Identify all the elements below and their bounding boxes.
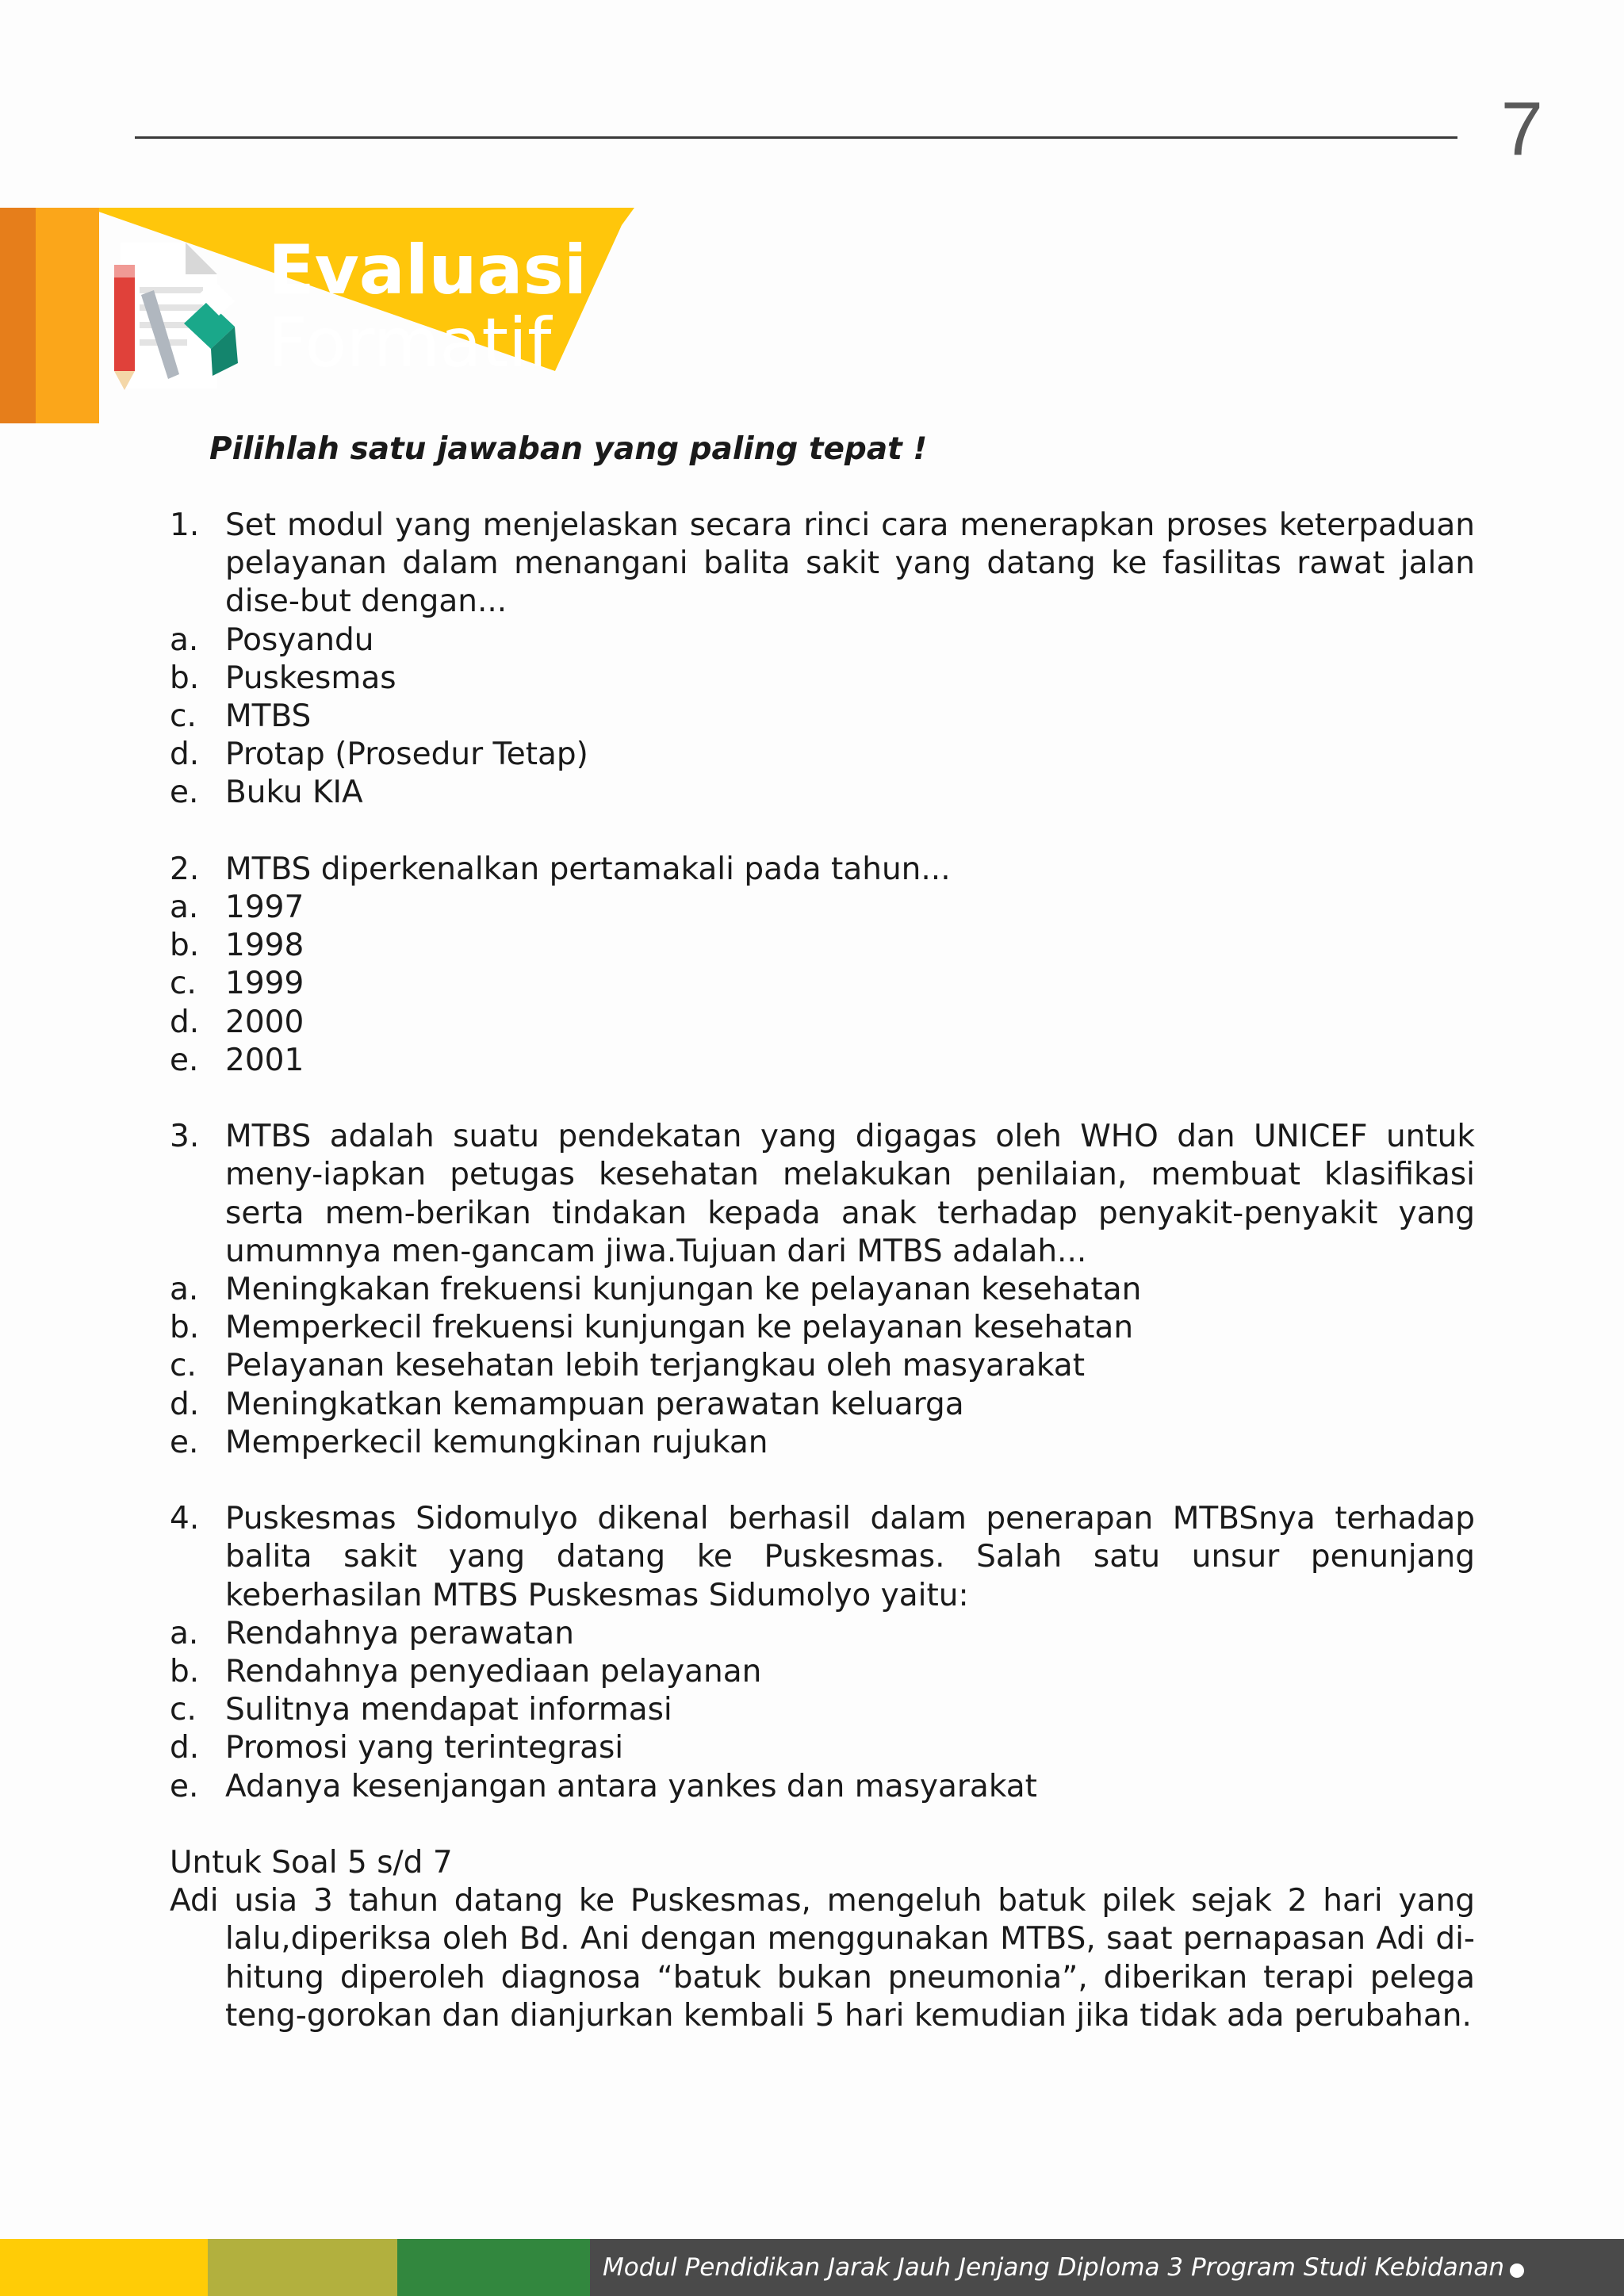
option-text: Meningkatkan kemampuan perawatan keluarga [225,1386,964,1422]
option-text: Pelayanan kesehatan lebih terjangkau oleh masyarakat [225,1348,1085,1384]
option [170,1653,1475,1691]
option-letter: c. [170,698,197,735]
question-text: MTBS adalah suatu pendekatan yang digagas oleh WHO dan UNICEF untuk meny-iapkan petugas kesehatan melakukan penilaian, membuat klasifikasi serta mem-berikan tindakan kepada anak terhadap penyakit-penyakit yang umumnya men-gancam jiwa.Tujuan dari MTBS adalah... [225,1119,1475,1269]
option-text: Memperkecil frekuensi kunjungan ke pelayanan kesehatan [225,1310,1134,1346]
option-text: 2001 [225,1042,304,1078]
option [170,1309,1475,1347]
option-letter: d. [170,737,200,773]
option-text: MTBS [225,698,312,735]
option-text: 1997 [225,890,304,926]
option-letter: e. [170,1768,199,1804]
option [170,622,1475,660]
option-letter: a. [170,1272,199,1308]
option-letter: b. [170,660,200,696]
page-number: 7 [1500,86,1543,171]
option-text: Promosi yang terintegrasi [225,1730,624,1766]
question-1 [170,507,1475,622]
option [170,1424,1475,1462]
option-letter: c. [170,1692,197,1728]
footer-segment-green [397,2239,590,2296]
option [170,965,1475,1003]
case-heading: Untuk Soal 5 s/d 7 [170,1845,453,1881]
option-text: Protap (Prosedur Tetap) [225,737,588,773]
option-letter: b. [170,1654,200,1690]
question-text: MTBS diperkenalkan pertamakali pada tahun... [225,851,951,887]
option [170,1768,1475,1806]
option [170,1042,1475,1080]
instruction: Pilihlah satu jawaban yang paling tepat ! [209,431,928,467]
banner-title-line1: Evaluasi [268,231,588,310]
option-text: Rendahnya perawatan [225,1615,574,1651]
option-text: Puskesmas [225,660,396,696]
spacer [170,1462,1475,1500]
case-text: Adi usia 3 tahun datang ke Puskesmas, mengeluh batuk pilek sejak 2 hari yang lalu,diperiksa oleh Bd. Ani dengan menggunakan MTBS, saat pernapasan Adi di-hitung diperoleh diagnosa “batuk bukan pneumonia”, diberikan terapi pelega teng-gorokan dan dianjurkan kembali 5 hari kemudian jika tidak ada perubahan. [170,1883,1475,2034]
spacer [170,1806,1475,1844]
option [170,1691,1475,1729]
option-letter: b. [170,928,200,964]
option-text: 1999 [225,966,304,1002]
option-text: Posyandu [225,622,374,658]
option [170,736,1475,774]
banner-title [268,231,588,383]
question-number: 3. [170,1119,200,1155]
option-letter: d. [170,1004,200,1040]
option-text: Sulitnya mendapat informasi [225,1692,672,1728]
header-rule [135,136,1457,139]
option-letter: a. [170,1615,199,1651]
question-4 [170,1500,1475,1615]
option-letter: d. [170,1386,200,1422]
option-text: Memperkecil kemungkinan rujukan [225,1424,768,1460]
option-letter: e. [170,775,199,811]
option [170,1615,1475,1653]
question-text: Puskesmas Sidomulyo dikenal berhasil dalam penerapan MTBSnya terhadap balita sakit yang datang ke Puskesmas. Salah satu unsur penunjang keberhasilan MTBS Puskesmas Sidumolyo yaitu: [225,1501,1475,1613]
question-list [170,430,1475,2035]
option [170,1271,1475,1309]
option-text: 1998 [225,928,304,964]
option-text: 2000 [225,1004,304,1040]
option [170,889,1475,927]
question-number: 2. [170,851,200,887]
footer-text: Modul Pendidikan Jarak Jauh Jenjang Diploma 3 Program Studi Kebidanan [603,2253,1504,2282]
option-letter: b. [170,1310,200,1346]
option-text: Rendahnya penyediaan pelayanan [225,1654,762,1690]
option [170,660,1475,698]
option-letter: e. [170,1042,199,1078]
document-pencil-eraser-icon [114,243,238,390]
question-number: 1. [170,507,200,543]
option-letter: e. [170,1424,199,1460]
option [170,927,1475,965]
question-3 [170,1118,1475,1271]
option-text: Buku KIA [225,775,363,811]
option [170,698,1475,736]
question-2 [170,851,1475,889]
option-letter: c. [170,966,197,1002]
question-text: Set modul yang menjelaskan secara rinci cara menerapkan proses keterpaduan pelayanan dalam menangani balita sakit yang datang ke fasilitas rawat jalan dise-but dengan... [225,507,1475,620]
option [170,1347,1475,1385]
footer-bullet-icon [1510,2263,1524,2278]
option [170,774,1475,812]
banner-title-line2: Formatif [268,304,552,383]
footer-segment-yellow [0,2239,208,2296]
option-letter: c. [170,1348,197,1384]
spacer [170,813,1475,851]
option [170,1729,1475,1767]
option-text: Adanya kesenjangan antara yankes dan masyarakat [225,1768,1037,1804]
option-letter: a. [170,622,199,658]
option [170,1386,1475,1424]
option-letter: a. [170,890,199,926]
question-number: 4. [170,1501,200,1537]
spacer [170,1080,1475,1118]
option [170,1004,1475,1042]
option-letter: d. [170,1730,200,1766]
option-text: Meningkakan frekuensi kunjungan ke pelayanan kesehatan [225,1272,1142,1308]
footer-segment-olive [208,2239,397,2296]
